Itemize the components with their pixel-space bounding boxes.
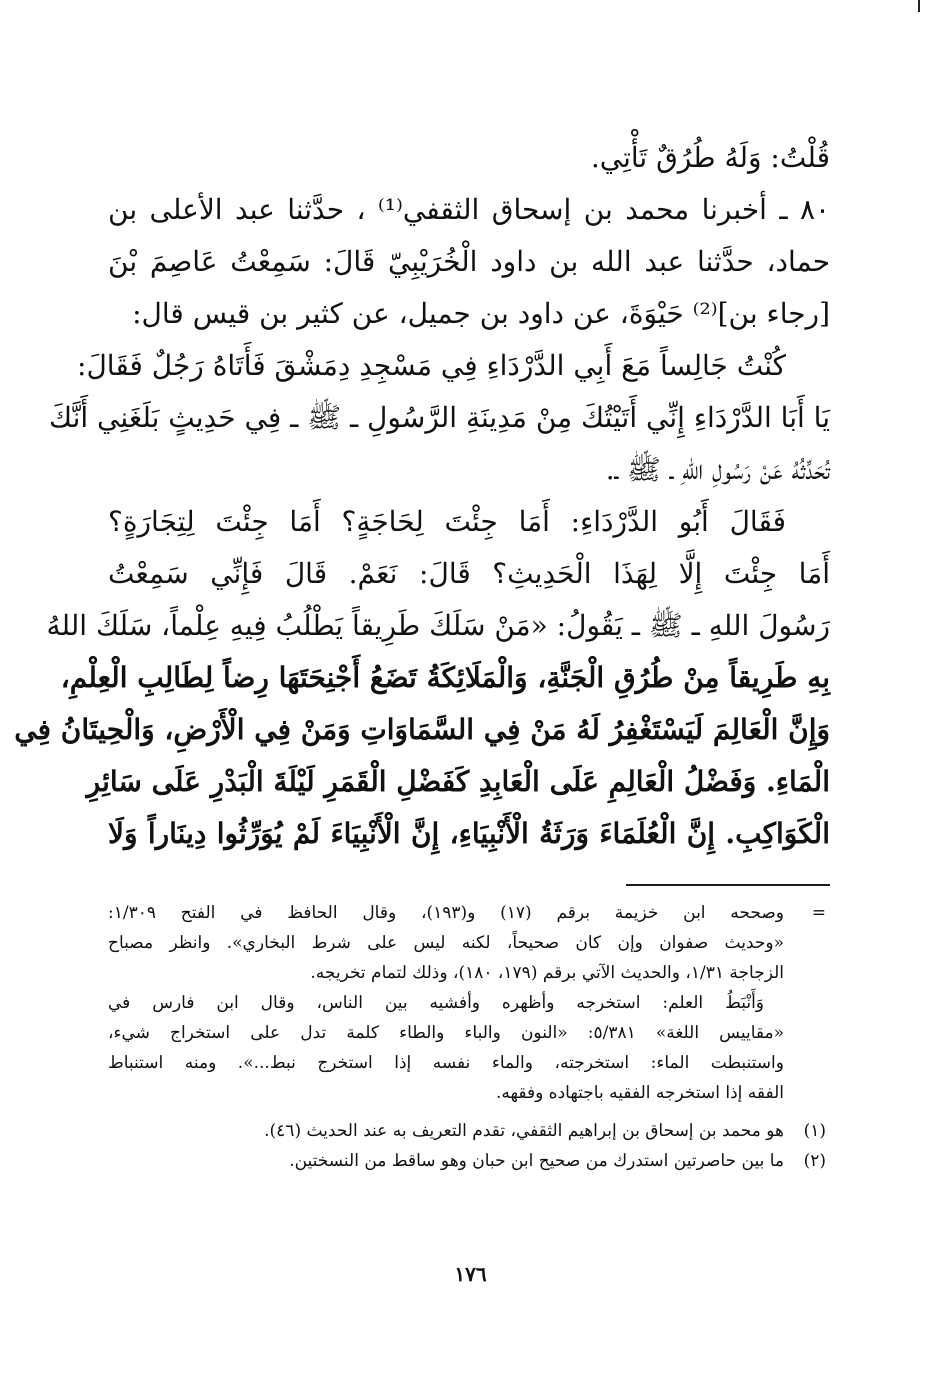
text-line-10: رَسُولَ اللهِ ـ ﷺ ـ يَقُولُ: «مَنْ سَلَكَ طَرِيقاً يَطْلُبُ فِيهِ عِلْماً، سَلَكَ اللهُ xyxy=(46,609,830,642)
footnote-2 xyxy=(108,1146,830,1176)
text-line-6: يَا أَبَا الدَّرْدَاءِ إِنِّي أَتَيْتُكَ مِنْ مَدِينَةِ الرَّسُولِ ـ ﷺ ـ فِي حَدِيثٍ بَلَغَنِي أَنَّكَ xyxy=(48,401,830,434)
text-line-4: [رجاء بن]⁽²⁾ حَيْوَةَ، عن داود بن جميل، عن كثير بن قيس قال: xyxy=(132,297,830,330)
footnote-continuation-line: الزجاجة ١/٣١، والحديث الآتي برقم (١٧٩، ١٨٠)، وذلك لتمام تخريجه. xyxy=(310,963,784,983)
text-line-14: الْكَوَاكِبِ. إِنَّ الْعُلَمَاءَ وَرَثَةُ الْأَنْبِيَاءِ، إِنَّ الْأَنْبِيَاءَ لَمْ يُوَرِّثُوا دِينَاراً وَلَا xyxy=(108,817,830,850)
footnote-1-marker: (١) xyxy=(803,1121,826,1141)
scan-corner-mark xyxy=(918,0,920,12)
footnote-separator xyxy=(626,884,830,886)
footnotes xyxy=(108,898,830,1176)
text-line-3: حماد، حدَّثنا عبد الله بن داود الْخُرَيْبِيّ قَالَ: سَمِعْتُ عَاصِمَ بْنَ xyxy=(108,245,830,278)
footnote-continuation-line: واستنبطت الماء: استخرجته، والماء نفسه إذا استخرج نبط...». ومنه استنباط xyxy=(108,1053,784,1073)
footnote-2-text: ما بين حاصرتين استدرك من صحيح ابن حبان وهو ساقط من النسختين. xyxy=(289,1151,784,1171)
footnote-continuation-line: وَأَنْبَطُ العلم: استخرجه وأظهره وأفشيه بين الناس، وقال ابن فارس في xyxy=(108,993,764,1013)
footnote-line-text: وصححه ابن خزيمة برقم (١٧) و(١٩٣)، وقال الحافظ في الفتح ١/٣٠٩: xyxy=(108,903,785,923)
page-number: ١٧٦ xyxy=(454,1262,487,1286)
continuation-marker: = xyxy=(811,903,826,923)
text-line-13: الْمَاءِ. وَفَضْلُ الْعَالِمِ عَلَى الْعَابِدِ كَفَضْلِ الْقَمَرِ لَيْلَةَ الْبَدْرِ عَلَى سَائِرِ xyxy=(86,765,830,798)
footnote-2-marker: (٢) xyxy=(803,1151,826,1171)
footnote-1 xyxy=(108,1116,830,1146)
footnote-continuation-line: «وحديث صفوان وإن كان صحيحاً، لكنه ليس على شرط البخاري». وانظر مصباح xyxy=(108,933,784,953)
text-line-7: تُحَدِّثُهُ عَنْ رَسُولِ اللهِ ـ ﷺ ـ. xyxy=(605,453,830,486)
footnote-continuation-line: «مقاييس اللغة» ٥/٣٨١: «النون والباء والطاء كلمة تدل على استخراج شيء، xyxy=(108,1023,784,1043)
text-line-5: كُنْتُ جَالِساً مَعَ أَبِي الدَّرْدَاءِ فِي مَسْجِدِ دِمَشْقَ فَأَتَاهُ رَجُلٌ فَقَالَ: xyxy=(77,349,786,382)
main-text xyxy=(14,132,831,860)
text-line-2: ٨٠ ـ أخبرنا محمد بن إسحاق الثقفي⁽¹⁾ ، حدَّثنا عبد الأعلى بن xyxy=(108,193,831,226)
footnote-continuation-line: الفقه إذا استخرجه الفقيه باجتهاده وفقهه. xyxy=(495,1083,784,1103)
text-line-12: وَإِنَّ الْعَالِمَ لَيَسْتَغْفِرُ لَهُ مَنْ فِي السَّمَاوَاتِ وَمَنْ فِي الْأَرْضِ، وَالْحِيتَانُ فِي xyxy=(14,713,830,746)
text-line-9: أَمَا جِئْتَ إِلَّا لِهَذَا الْحَدِيثِ؟ قَالَ: نَعَمْ. قَالَ فَإِنِّي سَمِعْتُ xyxy=(108,557,830,590)
footnote-1-text: هو محمد بن إسحاق بن إبراهيم الثقفي، تقدم التعريف به عند الحديث (٤٦). xyxy=(264,1121,784,1141)
text-line-11: بِهِ طَرِيقاً مِنْ طُرُقِ الْجَنَّةِ، وَالْمَلَائِكَةُ تَضَعُ أَجْنِحَتَهَا رِضاً لِطَالِبِ الْعِلْمِ، xyxy=(60,661,830,694)
text-line-1: قُلْتُ: وَلَهُ طُرُقٌ تَأْتِي. xyxy=(590,141,830,174)
text-line-8: فَقَالَ أَبُو الدَّرْدَاءِ: أَمَا جِئْتَ لِحَاجَةٍ؟ أَمَا جِئْتَ لِتِجَارَةٍ؟ xyxy=(108,505,786,538)
footnote-continuation-line xyxy=(108,898,830,928)
